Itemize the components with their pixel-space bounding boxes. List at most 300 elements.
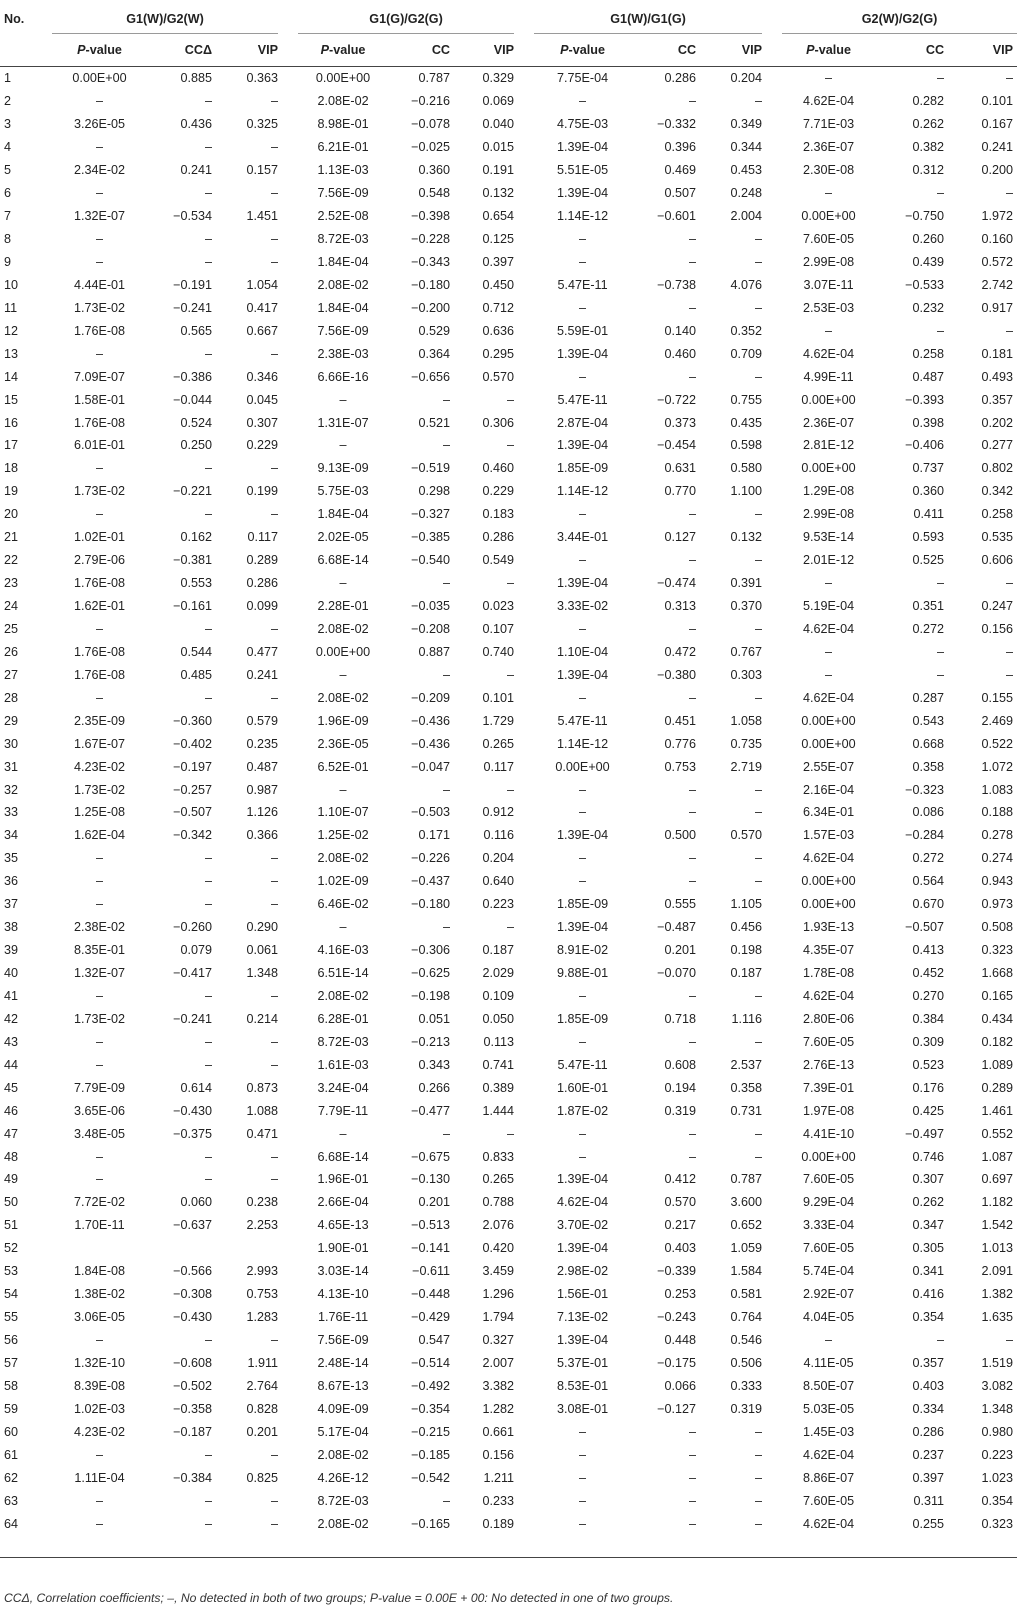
p-value-cell: 6.52E-01 — [317, 759, 369, 774]
vip-cell: 0.201 — [246, 1424, 279, 1439]
cc-cell — [147, 1237, 222, 1260]
cc-cell: – — [204, 1057, 212, 1072]
row-number: 25 — [4, 621, 19, 636]
cc-cell: −0.358 — [173, 1401, 212, 1416]
cc-cell: 0.253 — [664, 1287, 697, 1302]
vip-cell: 0.697 — [981, 1172, 1014, 1187]
cc-cell: – — [204, 1333, 212, 1348]
cc-cell: 0.565 — [180, 323, 212, 338]
p-value-cell: 2.92E-07 — [802, 1287, 855, 1302]
cc-cell: −0.191 — [173, 277, 212, 292]
cc-cell: – — [689, 369, 697, 384]
row-number: 17 — [4, 438, 19, 453]
p-value-cell: – — [579, 805, 587, 820]
vip-cell: 1.072 — [981, 759, 1014, 774]
p-value-cell: – — [95, 690, 103, 705]
table-row — [0, 549, 1017, 572]
p-value-cell: 7.79E-11 — [317, 1103, 369, 1118]
p-value-cell: 5.47E-11 — [557, 392, 608, 407]
vip-cell: 0.598 — [730, 438, 763, 453]
vip-header: VIP — [992, 43, 1014, 57]
vip-cell: 0.132 — [482, 186, 515, 201]
cc-cell: −0.477 — [411, 1103, 451, 1118]
p-value-cell: 1.57E-03 — [802, 828, 855, 843]
row-number: 5 — [4, 163, 12, 178]
table-row — [0, 572, 1017, 595]
vip-cell: – — [755, 1424, 763, 1439]
cc-cell: 0.060 — [180, 1195, 212, 1210]
cc-cell: −0.213 — [411, 1034, 451, 1049]
p-value-cell: 1.84E-04 — [317, 254, 369, 269]
vip-cell: 1.348 — [981, 1401, 1014, 1416]
cc-cell: 0.357 — [912, 1355, 945, 1370]
p-value-cell: 3.48E-05 — [73, 1126, 126, 1141]
p-value-cell: 0.00E+00 — [801, 461, 856, 476]
p-value-cell: 1.96E-09 — [317, 713, 369, 728]
cc-cell: −0.354 — [411, 1401, 451, 1416]
cc-cell: −0.513 — [411, 1218, 451, 1233]
cc-cell: −0.608 — [173, 1355, 212, 1370]
cc-cell: 0.354 — [912, 1310, 945, 1325]
row-number: 55 — [4, 1310, 19, 1325]
p-value-cell: 4.35E-07 — [802, 943, 855, 958]
vip-cell: 1.729 — [482, 713, 515, 728]
vip-cell: 0.023 — [482, 599, 515, 614]
table-row — [0, 801, 1017, 824]
p-value-cell: 1.39E-04 — [556, 346, 609, 361]
cc-cell: – — [689, 874, 697, 889]
cc-cell: 0.140 — [664, 323, 697, 338]
vip-cell: – — [755, 369, 763, 384]
p-value-cell: 3.06E-05 — [73, 1310, 126, 1325]
cc-cell: −0.306 — [411, 943, 451, 958]
cc-cell: −0.503 — [411, 805, 451, 820]
vip-cell: 3.459 — [482, 1264, 515, 1279]
cc-cell: – — [689, 300, 697, 315]
vip-cell: 0.508 — [981, 920, 1014, 935]
vip-cell: 1.211 — [483, 1470, 515, 1485]
cc-cell: – — [689, 232, 697, 247]
table-row — [0, 205, 1017, 228]
cc-cell: 0.079 — [180, 943, 212, 958]
vip-cell: 0.015 — [482, 140, 515, 155]
row-number: 21 — [4, 530, 19, 545]
vip-cell: 3.382 — [482, 1378, 515, 1393]
vip-cell: 2.764 — [246, 1378, 279, 1393]
cc-cell: – — [689, 690, 697, 705]
cc-cell: 0.525 — [912, 553, 945, 568]
vip-cell: 0.787 — [730, 1172, 763, 1187]
p-value-cell: 2.30E-08 — [802, 163, 855, 178]
row-number: 58 — [4, 1378, 19, 1393]
cc-cell: −0.078 — [411, 117, 451, 132]
vip-cell: 2.007 — [482, 1355, 515, 1370]
row-number: 53 — [4, 1264, 19, 1279]
p-value-cell: – — [825, 576, 833, 591]
vip-cell: – — [755, 782, 763, 797]
vip-cell: – — [271, 1516, 279, 1531]
p-value-cell: 5.59E-01 — [556, 323, 609, 338]
table-row — [0, 113, 1017, 136]
p-value-cell: 4.62E-04 — [556, 1195, 609, 1210]
cc-cell: 0.360 — [912, 484, 945, 499]
vip-cell: 0.156 — [482, 1447, 515, 1462]
cc-header: CC — [925, 43, 945, 57]
vip-cell: – — [1006, 576, 1014, 591]
table-row — [0, 457, 1017, 480]
row-number: 29 — [4, 713, 19, 728]
vip-cell: – — [755, 988, 763, 1003]
cc-cell: −0.514 — [411, 1355, 451, 1370]
row-number: 43 — [4, 1034, 19, 1049]
row-number: 3 — [4, 117, 12, 132]
table-row — [0, 1260, 1017, 1283]
p-value-cell: 2.53E-03 — [802, 300, 855, 315]
p-value-cell: 8.35E-01 — [73, 943, 126, 958]
p-value-cell: 0.00E+00 — [801, 209, 856, 224]
p-value-cell: 7.56E-09 — [317, 323, 369, 338]
vip-cell: 0.099 — [246, 599, 279, 614]
cc-cell: −0.675 — [411, 1149, 451, 1164]
p-value-cell: 2.08E-02 — [317, 1447, 369, 1462]
vip-cell: – — [755, 851, 763, 866]
cc-cell: – — [689, 1493, 697, 1508]
cc-cell: −0.722 — [657, 392, 697, 407]
vip-cell: 0.156 — [981, 621, 1014, 636]
vip-cell: 0.045 — [246, 392, 279, 407]
row-number: 47 — [4, 1126, 19, 1141]
p-value-cell: 1.62E-01 — [73, 599, 126, 614]
vip-cell: 0.229 — [246, 438, 279, 453]
cc-cell: 0.451 — [664, 713, 697, 728]
column-header-row — [0, 34, 1017, 67]
cc-header: CC — [677, 43, 697, 57]
p-value-cell: 1.38E-02 — [73, 1287, 126, 1302]
row-number: 24 — [4, 599, 19, 614]
p-value-cell: 3.08E-01 — [556, 1401, 609, 1416]
vip-cell: 0.323 — [981, 943, 1014, 958]
cc-cell: 0.360 — [418, 163, 451, 178]
row-number: 60 — [4, 1424, 19, 1439]
cc-cell: −0.398 — [411, 209, 451, 224]
table-row — [0, 273, 1017, 296]
p-value-cell: 1.25E-08 — [73, 805, 126, 820]
p-value-cell: 7.60E-05 — [802, 1241, 855, 1256]
cc-cell: 0.553 — [180, 576, 212, 591]
table-body — [0, 67, 1017, 1558]
p-value-cell: 9.53E-14 — [802, 530, 855, 545]
cc-cell: 0.201 — [664, 943, 697, 958]
row-number: 44 — [4, 1057, 19, 1072]
cc-cell: 0.523 — [912, 1057, 945, 1072]
cc-cell: −0.187 — [173, 1424, 212, 1439]
p-value-cell: 1.32E-07 — [73, 966, 126, 981]
p-value-cell: 3.26E-05 — [73, 117, 126, 132]
vip-cell: – — [507, 920, 515, 935]
p-value-cell: 1.25E-02 — [317, 828, 369, 843]
cc-cell: 0.548 — [418, 186, 451, 201]
cc-cell: −0.436 — [411, 713, 451, 728]
vip-cell: 0.570 — [482, 369, 515, 384]
cc-cell: – — [204, 851, 212, 866]
table-row — [0, 686, 1017, 709]
cc-cell: −0.430 — [173, 1103, 212, 1118]
p-value-cell: 1.11E-04 — [74, 1470, 125, 1485]
cc-cell: −0.241 — [173, 1011, 212, 1026]
cc-cell: −0.130 — [411, 1172, 451, 1187]
cc-cell: 0.787 — [418, 71, 451, 86]
cc-cell: 0.194 — [664, 1080, 697, 1095]
p-value-cell: – — [825, 71, 833, 86]
p-value-cell: 8.67E-13 — [317, 1378, 369, 1393]
vip-cell: – — [507, 392, 515, 407]
vip-cell: 0.434 — [981, 1011, 1014, 1026]
vip-cell: 0.258 — [981, 507, 1014, 522]
p-value-cell: – — [95, 140, 103, 155]
vip-cell: 0.167 — [981, 117, 1014, 132]
row-number: 64 — [4, 1516, 19, 1531]
vip-cell: – — [755, 621, 763, 636]
p-value-cell: 1.73E-02 — [73, 1011, 126, 1026]
vip-cell: – — [755, 1470, 763, 1485]
vip-cell: 0.165 — [981, 988, 1014, 1003]
table-row — [0, 870, 1017, 893]
cc-cell: −0.161 — [173, 599, 212, 614]
p-value-cell: 8.72E-03 — [317, 1034, 369, 1049]
row-number: 52 — [4, 1241, 19, 1256]
p-value-cell: 1.39E-04 — [556, 186, 609, 201]
results-table — [0, 4, 1017, 1558]
vip-cell: 0.522 — [981, 736, 1014, 751]
vip-cell: 0.389 — [482, 1080, 515, 1095]
p-value-cell: 0.00E+00 — [801, 874, 856, 889]
p-value-cell: – — [579, 254, 587, 269]
vip-cell: 1.519 — [981, 1355, 1014, 1370]
p-value-cell: 2.36E-07 — [802, 415, 855, 430]
cc-cell: −0.215 — [411, 1424, 451, 1439]
vip-cell: 0.354 — [981, 1493, 1014, 1508]
cc-cell: 0.258 — [912, 346, 945, 361]
cc-cell: 0.298 — [418, 484, 451, 499]
vip-cell: 2.091 — [981, 1264, 1014, 1279]
cc-cell: – — [689, 1034, 697, 1049]
vip-cell: 0.306 — [482, 415, 515, 430]
table-row — [0, 893, 1017, 916]
cc-cell: – — [689, 988, 697, 1003]
cc-cell: 0.500 — [664, 828, 697, 843]
vip-cell: 0.579 — [246, 713, 279, 728]
cc-cell: 0.469 — [664, 163, 697, 178]
cc-cell: −0.436 — [411, 736, 451, 751]
row-number: 38 — [4, 920, 19, 935]
p-value-cell: – — [579, 1126, 587, 1141]
vip-cell: 0.460 — [482, 461, 515, 476]
p-value-cell: 0.00E+00 — [801, 392, 856, 407]
p-value-cell: – — [825, 1333, 833, 1348]
cc-cell: −0.327 — [411, 507, 451, 522]
cc-cell: – — [937, 644, 945, 659]
vip-cell: 0.229 — [482, 484, 515, 499]
cc-cell: – — [689, 1447, 697, 1462]
p-value-cell: 1.70E-11 — [74, 1218, 125, 1233]
vip-cell: 1.023 — [981, 1470, 1014, 1485]
table-row — [0, 182, 1017, 205]
cc-cell: – — [443, 438, 451, 453]
vip-cell: – — [271, 988, 279, 1003]
p-value-cell: 1.13E-03 — [317, 163, 369, 178]
cc-cell: −0.044 — [173, 392, 212, 407]
p-value-cell: 1.02E-03 — [73, 1401, 126, 1416]
table-row — [0, 1397, 1017, 1420]
p-value-cell: 2.08E-02 — [317, 621, 369, 636]
cc-cell: 0.524 — [180, 415, 212, 430]
table-row — [0, 1443, 1017, 1466]
vip-cell: 0.204 — [730, 71, 763, 86]
p-value-cell: 2.36E-05 — [317, 736, 369, 751]
no-header: No. — [4, 11, 25, 26]
p-value-cell: 4.62E-04 — [802, 988, 855, 1003]
row-number: 10 — [4, 277, 19, 292]
p-value-cell: 6.21E-01 — [317, 140, 369, 155]
cc-cell: −0.406 — [905, 438, 945, 453]
vip-cell: 0.535 — [981, 530, 1014, 545]
cc-cell: −0.180 — [411, 277, 451, 292]
p-value-cell: 1.39E-04 — [556, 828, 609, 843]
p-value-cell: – — [579, 232, 587, 247]
cc-cell: 0.287 — [912, 690, 945, 705]
p-value-cell: 1.39E-04 — [556, 140, 609, 155]
row-number: 49 — [4, 1172, 19, 1187]
group-header: G1(G)/G2(G) — [298, 4, 514, 34]
p-value-cell: 7.56E-09 — [317, 1333, 369, 1348]
cc-cell: – — [204, 1172, 212, 1187]
vip-cell: 0.581 — [730, 1287, 763, 1302]
row-number: 20 — [4, 507, 19, 522]
vip-cell: 0.755 — [730, 392, 763, 407]
table-row — [0, 136, 1017, 159]
vip-cell: 0.735 — [730, 736, 763, 751]
cc-cell: 0.266 — [418, 1080, 451, 1095]
vip-cell: 0.238 — [246, 1195, 279, 1210]
p-value-cell: 1.85E-09 — [556, 1011, 609, 1026]
vip-cell: 0.323 — [981, 1516, 1014, 1531]
cc-cell: 0.770 — [664, 484, 697, 499]
cc-cell: 0.309 — [912, 1034, 945, 1049]
cc-cell: 0.262 — [912, 1195, 945, 1210]
cc-cell: −0.380 — [657, 667, 697, 682]
table-row — [0, 732, 1017, 755]
vip-cell: 0.187 — [482, 943, 515, 958]
table-row — [0, 480, 1017, 503]
vip-cell: 1.083 — [981, 782, 1014, 797]
row-number: 19 — [4, 484, 19, 499]
vip-cell: 0.117 — [247, 530, 279, 545]
vip-cell: 0.265 — [482, 736, 515, 751]
cc-cell: −0.534 — [173, 209, 212, 224]
row-number: 46 — [4, 1103, 19, 1118]
cc-cell: 0.384 — [912, 1011, 945, 1026]
vip-cell: – — [1006, 186, 1014, 201]
p-value-cell: 7.13E-02 — [556, 1310, 609, 1325]
p-value-cell: 1.62E-04 — [73, 828, 126, 843]
p-value-cell: 1.02E-09 — [317, 874, 369, 889]
p-value-cell: – — [95, 1034, 103, 1049]
cc-cell: −0.332 — [657, 117, 697, 132]
vip-cell: 0.802 — [981, 461, 1014, 476]
row-number: 42 — [4, 1011, 19, 1026]
vip-cell: 1.105 — [730, 897, 763, 912]
p-value-cell: – — [95, 1333, 103, 1348]
table-row — [0, 1007, 1017, 1030]
cc-cell: 0.564 — [912, 874, 945, 889]
cc-cell: −0.601 — [657, 209, 697, 224]
p-value-cell: 2.08E-02 — [317, 277, 369, 292]
row-number: 8 — [4, 232, 12, 247]
vip-cell: 0.188 — [981, 805, 1014, 820]
p-value-cell: 5.74E-04 — [802, 1264, 855, 1279]
vip-cell: 0.767 — [730, 644, 763, 659]
vip-cell: 0.417 — [246, 300, 279, 315]
p-value-cell: 5.47E-11 — [557, 277, 608, 292]
vip-cell: 0.235 — [246, 736, 279, 751]
cc-cell: – — [204, 346, 212, 361]
table-row — [0, 663, 1017, 686]
p-value-cell: 4.41E-10 — [802, 1126, 855, 1141]
vip-cell: 0.493 — [981, 369, 1014, 384]
cc-cell: – — [443, 392, 451, 407]
p-value-cell: 4.23E-02 — [73, 1424, 126, 1439]
cc-cell: −0.750 — [905, 209, 945, 224]
p-value-cell: 4.11E-05 — [803, 1355, 854, 1370]
cc-cell: 0.416 — [912, 1287, 945, 1302]
vip-cell: 1.116 — [731, 1011, 763, 1026]
cc-cell: −0.492 — [411, 1378, 451, 1393]
vip-cell: 0.101 — [482, 690, 515, 705]
cc-cell: 0.237 — [912, 1447, 945, 1462]
p-value-cell: 1.39E-04 — [556, 576, 609, 591]
cc-cell: −0.385 — [411, 530, 451, 545]
p-value-cell: – — [825, 644, 833, 659]
cc-cell: 0.272 — [912, 851, 945, 866]
cc-cell: 0.547 — [418, 1333, 451, 1348]
vip-cell: 0.712 — [482, 300, 515, 315]
cc-cell: 0.272 — [912, 621, 945, 636]
vip-cell: – — [755, 300, 763, 315]
p-value-cell: – — [825, 667, 833, 682]
vip-cell: 2.537 — [730, 1057, 763, 1072]
cc-cell: 0.176 — [912, 1080, 945, 1095]
p-value-cell: – — [825, 323, 833, 338]
vip-cell: 0.546 — [730, 1333, 763, 1348]
p-value-cell: 0.00E+00 — [72, 71, 127, 86]
vip-cell: 2.004 — [730, 209, 763, 224]
table-row — [0, 962, 1017, 985]
vip-cell: 0.223 — [981, 1447, 1014, 1462]
vip-cell: 1.282 — [482, 1401, 515, 1416]
p-value-cell: 5.19E-04 — [802, 599, 855, 614]
p-value-cell: 1.56E-01 — [556, 1287, 609, 1302]
cc-header: CCΔ — [184, 43, 212, 57]
cc-cell: −0.241 — [173, 300, 212, 315]
cc-cell: 0.460 — [664, 346, 697, 361]
vip-cell: 0.307 — [246, 415, 279, 430]
p-value-cell: 5.17E-04 — [317, 1424, 369, 1439]
vip-cell: – — [271, 1057, 279, 1072]
p-value-cell: – — [95, 94, 103, 109]
vip-cell: 0.366 — [246, 828, 279, 843]
vip-cell: 1.088 — [246, 1103, 279, 1118]
p-value-cell: 1.97E-08 — [802, 1103, 855, 1118]
